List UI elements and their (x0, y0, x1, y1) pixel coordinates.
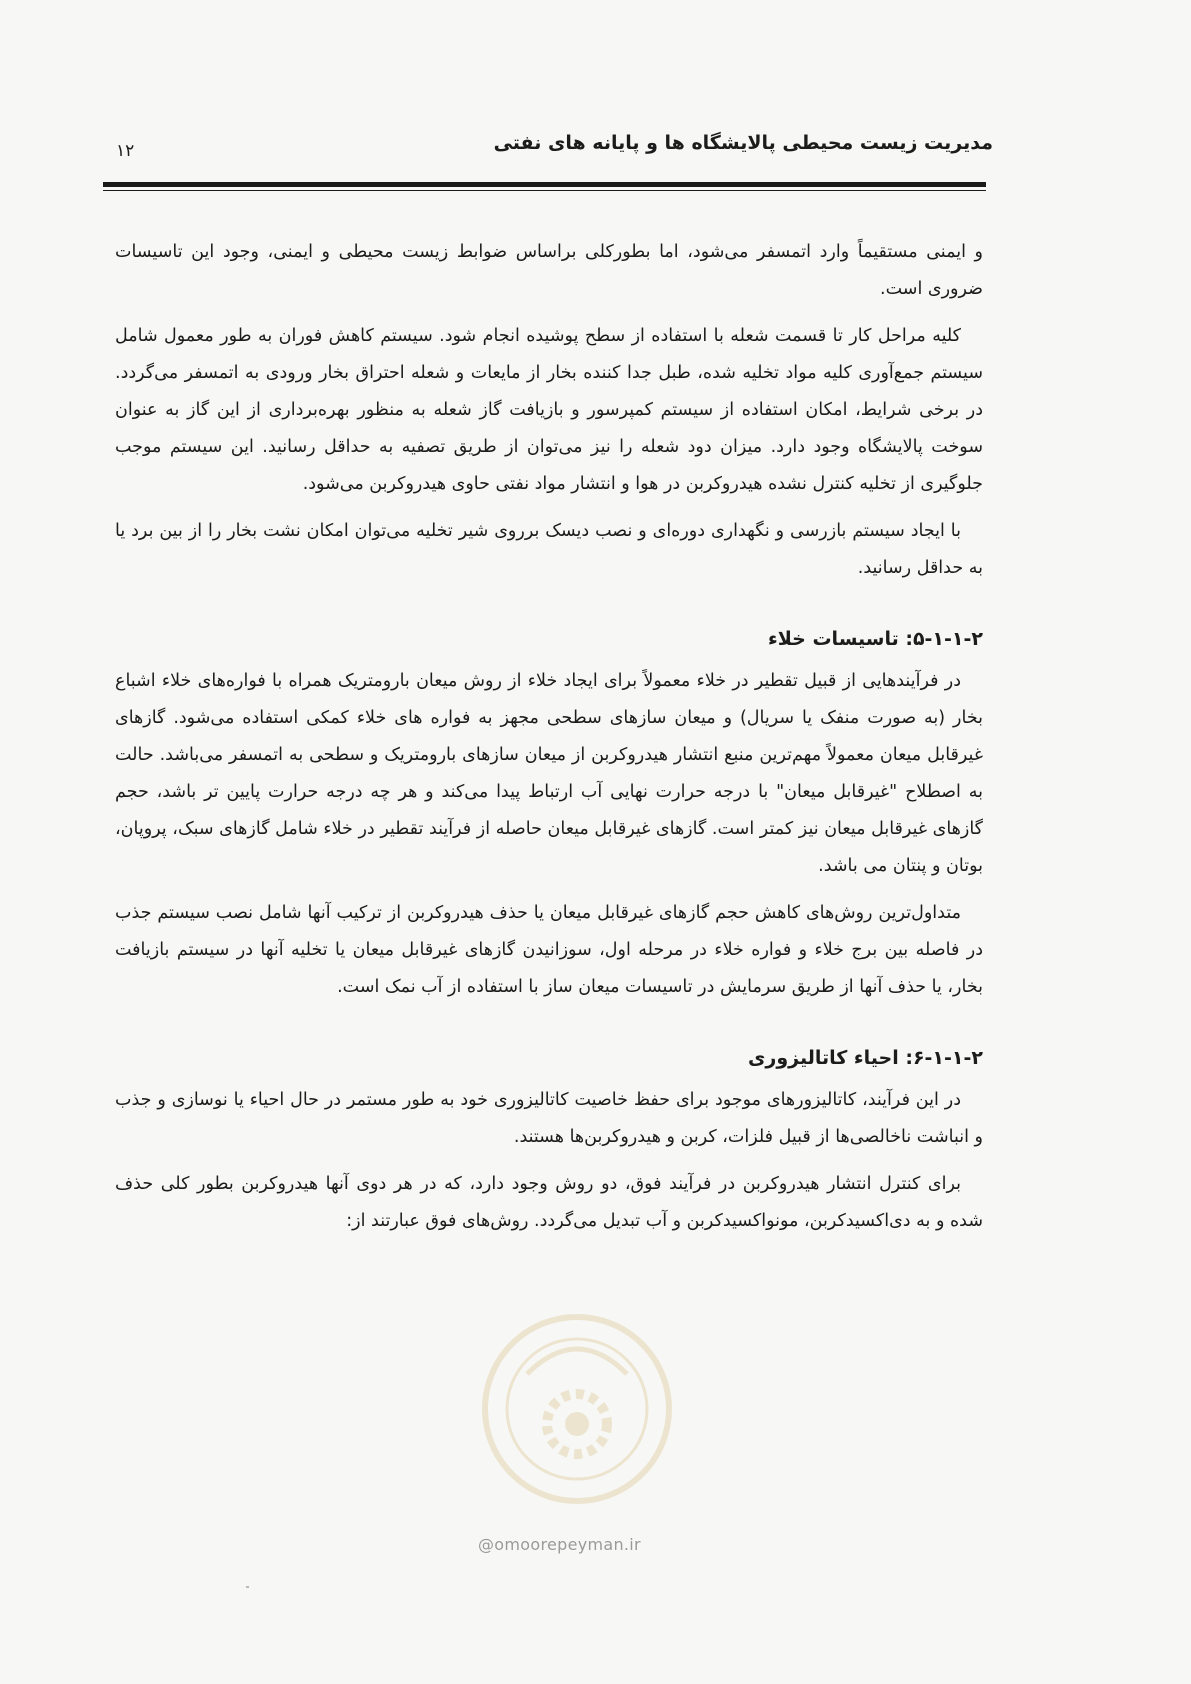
paragraph-2: کلیه مراحل کار تا قسمت شعله با استفاده از سطح پوشیده انجام شود. سیستم کاهش فوران به طور معمول شامل سیستم جمع‌آوری کلیه مواد تخلیه شده، طبل جدا کننده بخار از مایعات و شعله احتراق بخار ورودی به اتمسفر می‌گردد. در برخی شرایط، امکان استفاده از سیستم کمپرسور و بازیافت گاز شعله به منظور بهره‌برداری از این گاز به عنوان سوخت پالایشگاه وجود دارد. میزان دود شعله را نیز می‌توان از طریق تصفیه به حداقل رسانید. این سیستم موجب جلوگیری از تخلیه کنترل نشده هیدروکربن در هوا و انتشار مواد نفتی حاوی هیدروکربن می‌شود. (115, 326, 983, 494)
section-heading-catalyst-regeneration: ۶-۱-۱-۲: احیاء کاتالیزوری (747, 1047, 983, 1069)
paragraph-3: با ایجاد سیستم بازرسی و نگهداری دوره‌ای و نصب دیسک برروی شیر تخلیه می‌توان امکان نشت بخار را از بین برد یا به حداقل رسانید. (115, 521, 983, 578)
page-number: ۱۲ (116, 141, 135, 161)
paragraph-6: در این فرآیند، کاتالیزورهای موجود برای حفظ خاصیت کاتالیزوری خود به طور مستمر در حال احیاء یا نوسازی و جذب و انباشت ناخالصی‌ها از قبیل فلزات، کربن و هیدروکربن‌ها هستند. (115, 1090, 983, 1147)
paragraph-1: و ایمنی مستقیماً وارد اتمسفر می‌شود، اما بطورکلی براساس ضوابط زیست محیطی و ایمنی، وجود این تاسیسات ضروری است. (115, 242, 983, 299)
section-heading-vacuum-facilities: ۵-۱-۱-۲: تاسیسات خلاء (768, 628, 983, 650)
page-body (115, 234, 983, 1250)
stray-mark (246, 1586, 249, 1588)
paragraph-5: متداول‌ترین روش‌های کاهش حجم گازهای غیرقابل میعان یا حذف هیدروکربن از ترکیب آنها شامل نصب سیستم جذب در فاصله بین برج خلاء و فواره خلاء در مرحله اول، سوزانیدن گازهای غیرقابل میعان یا تخلیه آنها در سیستم بازیافت بخار، یا حذف آنها از طریق سرمایش در تاسیسات میعان ساز با استفاده از آب نمک است. (115, 903, 983, 997)
running-header-title: مدیریت زیست محیطی پالایشگاه ها و پایانه های نفتی (493, 132, 993, 154)
watermark-logo-icon (472, 1304, 682, 1514)
header-rule (103, 182, 986, 187)
watermark-text: @omoorepeyman.ir (478, 1535, 641, 1554)
paragraph-4: در فرآیندهایی از قبیل تقطیر در خلاء معمولاً برای ایجاد خلاء از روش میعان بارومتریک همراه با فواره‌های خلاء اشباع بخار (به صورت منفک یا سریال) و میعان سازهای سطحی مجهز به فواره های خلاء کمکی استفاده می‌شود. گازهای غیرقابل میعان معمولاً مهم‌ترین منبع انتشار هیدروکربن از میعان سازهای بارومتریک و سطحی به اتمسفر می‌باشد. حالت به اصطلاح "غیرقابل میعان" با درجه حرارت نهایی آب ارتباط پیدا می‌کند و هر چه درجه حرارت پایین تر باشد، حجم گازهای غیرقابل میعان نیز کمتر است. گازهای غیرقابل میعان حاصله از فرآیند تقطیر در خلاء شامل گازهای سبک، پروپان، بوتان و پنتان می باشد. (115, 671, 983, 876)
paragraph-7: برای کنترل انتشار هیدروکربن در فرآیند فوق، دو روش وجود دارد، که در هر دوی آنها هیدروکربن بطور کلی حذف شده و به دی‌اکسیدکربن، مونواکسیدکربن و آب تبدیل می‌گردد. روش‌های فوق عبارتند از: (115, 1174, 983, 1231)
